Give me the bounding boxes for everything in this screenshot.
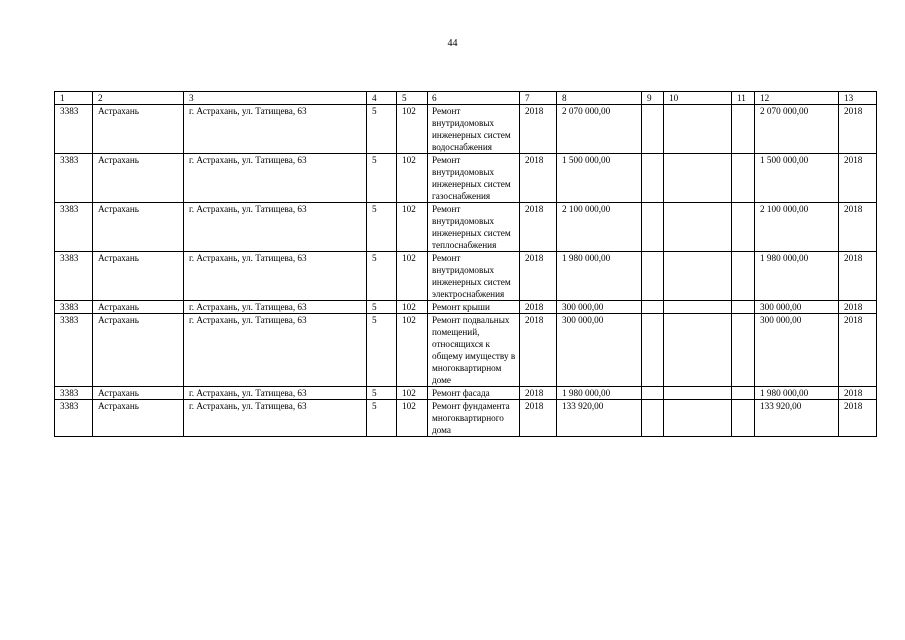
table-cell bbox=[642, 314, 664, 387]
column-number-cell: 12 bbox=[755, 92, 839, 105]
table-cell: 1 980 000,00 bbox=[755, 387, 839, 400]
table-cell bbox=[664, 387, 732, 400]
column-number-cell: 11 bbox=[732, 92, 755, 105]
table-cell: г. Астрахань, ул. Татищева, 63 bbox=[184, 154, 367, 203]
column-number-cell: 10 bbox=[664, 92, 732, 105]
column-number-cell: 9 bbox=[642, 92, 664, 105]
table-cell: Астрахань bbox=[93, 301, 184, 314]
table-cell: 102 bbox=[397, 314, 428, 387]
table-cell: Ремонт внутридомовых инженерных систем теплоснабжения bbox=[428, 203, 520, 252]
table-cell: 5 bbox=[367, 252, 397, 301]
table-cell: 2 070 000,00 bbox=[557, 105, 642, 154]
table-cell bbox=[732, 252, 755, 301]
table-cell: 102 bbox=[397, 105, 428, 154]
table-cell: г. Астрахань, ул. Татищева, 63 bbox=[184, 314, 367, 387]
table-cell: 2018 bbox=[520, 301, 557, 314]
repair-schedule-table bbox=[54, 91, 877, 437]
table-cell: г. Астрахань, ул. Татищева, 63 bbox=[184, 387, 367, 400]
table-cell: 102 bbox=[397, 154, 428, 203]
table-cell: Астрахань bbox=[93, 314, 184, 387]
column-number-cell: 7 bbox=[520, 92, 557, 105]
column-number-cell: 13 bbox=[839, 92, 877, 105]
table-cell: 2018 bbox=[839, 252, 877, 301]
table-cell: 5 bbox=[367, 387, 397, 400]
table-cell: 2018 bbox=[520, 400, 557, 437]
table-cell: 2018 bbox=[520, 314, 557, 387]
table-cell: 3383 bbox=[55, 387, 93, 400]
table-cell: 5 bbox=[367, 314, 397, 387]
table-cell: Астрахань bbox=[93, 154, 184, 203]
table-cell: г. Астрахань, ул. Татищева, 63 bbox=[184, 301, 367, 314]
table-cell bbox=[732, 105, 755, 154]
table-cell: 300 000,00 bbox=[755, 301, 839, 314]
column-number-row bbox=[55, 92, 877, 105]
column-number-cell: 3 bbox=[184, 92, 367, 105]
table-cell: 3383 bbox=[55, 400, 93, 437]
table-cell: Ремонт подвальных помещений, относящихся к общему имуществу в многоквартирном доме bbox=[428, 314, 520, 387]
table-cell: 2 100 000,00 bbox=[755, 203, 839, 252]
table-cell bbox=[642, 105, 664, 154]
table-cell: 5 bbox=[367, 400, 397, 437]
table-cell: Ремонт внутридомовых инженерных систем водоснабжения bbox=[428, 105, 520, 154]
table-body bbox=[55, 92, 877, 437]
table-cell: 5 bbox=[367, 203, 397, 252]
table-cell: 2018 bbox=[839, 154, 877, 203]
table-cell bbox=[732, 387, 755, 400]
table-cell: 300 000,00 bbox=[557, 301, 642, 314]
table-cell: г. Астрахань, ул. Татищева, 63 bbox=[184, 203, 367, 252]
table-cell: 2018 bbox=[839, 105, 877, 154]
table-cell bbox=[732, 301, 755, 314]
table-row bbox=[55, 203, 877, 252]
table-cell bbox=[642, 400, 664, 437]
table-cell: 2018 bbox=[520, 154, 557, 203]
table-cell bbox=[642, 387, 664, 400]
table-cell: 5 bbox=[367, 301, 397, 314]
table-cell: 1 500 000,00 bbox=[557, 154, 642, 203]
table-cell: 1 500 000,00 bbox=[755, 154, 839, 203]
table-cell: Астрахань bbox=[93, 387, 184, 400]
table-cell bbox=[642, 154, 664, 203]
table-cell: Астрахань bbox=[93, 203, 184, 252]
table-cell: 300 000,00 bbox=[755, 314, 839, 387]
column-number-cell: 5 bbox=[397, 92, 428, 105]
table-row bbox=[55, 252, 877, 301]
table-cell: 2018 bbox=[839, 400, 877, 437]
column-number-cell: 4 bbox=[367, 92, 397, 105]
table-cell: 2018 bbox=[839, 387, 877, 400]
table-cell: 1 980 000,00 bbox=[755, 252, 839, 301]
column-number-cell: 8 bbox=[557, 92, 642, 105]
table-cell: 102 bbox=[397, 203, 428, 252]
table-cell: 2018 bbox=[520, 252, 557, 301]
table-cell: 2018 bbox=[839, 301, 877, 314]
table-cell: г. Астрахань, ул. Татищева, 63 bbox=[184, 400, 367, 437]
table-cell bbox=[732, 203, 755, 252]
table-row bbox=[55, 400, 877, 437]
table-cell: 3383 bbox=[55, 203, 93, 252]
table-cell bbox=[642, 301, 664, 314]
table-cell: 3383 bbox=[55, 252, 93, 301]
table-cell: 2018 bbox=[839, 203, 877, 252]
table-cell: 2 100 000,00 bbox=[557, 203, 642, 252]
table-cell: 300 000,00 bbox=[557, 314, 642, 387]
table-cell bbox=[664, 252, 732, 301]
table-cell bbox=[732, 400, 755, 437]
table-cell: Ремонт фундамента многоквартирного дома bbox=[428, 400, 520, 437]
table-row bbox=[55, 154, 877, 203]
table-row bbox=[55, 314, 877, 387]
table-cell: 2018 bbox=[520, 105, 557, 154]
page-number: 44 bbox=[447, 38, 458, 49]
table-cell: г. Астрахань, ул. Татищева, 63 bbox=[184, 105, 367, 154]
table-cell: Ремонт внутридомовых инженерных систем газоснабжения bbox=[428, 154, 520, 203]
table-cell: 3383 bbox=[55, 314, 93, 387]
table-cell: 2018 bbox=[839, 314, 877, 387]
table-cell: Астрахань bbox=[93, 252, 184, 301]
table-cell bbox=[664, 400, 732, 437]
table-cell: 133 920,00 bbox=[755, 400, 839, 437]
table-row bbox=[55, 387, 877, 400]
table-row bbox=[55, 105, 877, 154]
table-cell: 1 980 000,00 bbox=[557, 387, 642, 400]
table-cell: 102 bbox=[397, 301, 428, 314]
table-cell: 5 bbox=[367, 154, 397, 203]
table-cell: 102 bbox=[397, 387, 428, 400]
table-cell: 133 920,00 bbox=[557, 400, 642, 437]
table-cell: Ремонт внутридомовых инженерных систем электроснабжения bbox=[428, 252, 520, 301]
table-cell: 102 bbox=[397, 400, 428, 437]
table-cell bbox=[664, 314, 732, 387]
table-cell bbox=[642, 252, 664, 301]
table-cell: Ремонт фасада bbox=[428, 387, 520, 400]
table-cell bbox=[664, 301, 732, 314]
column-number-cell: 6 bbox=[428, 92, 520, 105]
column-number-cell: 1 bbox=[55, 92, 93, 105]
table-cell bbox=[642, 203, 664, 252]
table-cell bbox=[732, 314, 755, 387]
table-cell: Астрахань bbox=[93, 105, 184, 154]
column-number-cell: 2 bbox=[93, 92, 184, 105]
table-cell bbox=[664, 203, 732, 252]
table-cell bbox=[732, 154, 755, 203]
table-cell: 3383 bbox=[55, 105, 93, 154]
table-cell: 2 070 000,00 bbox=[755, 105, 839, 154]
table-cell bbox=[664, 154, 732, 203]
table-row bbox=[55, 301, 877, 314]
table-cell: 5 bbox=[367, 105, 397, 154]
table-cell: г. Астрахань, ул. Татищева, 63 bbox=[184, 252, 367, 301]
table-cell: Астрахань bbox=[93, 400, 184, 437]
table-cell: 1 980 000,00 bbox=[557, 252, 642, 301]
table-cell: 3383 bbox=[55, 301, 93, 314]
table-cell: 102 bbox=[397, 252, 428, 301]
table-cell bbox=[664, 105, 732, 154]
table-cell: 3383 bbox=[55, 154, 93, 203]
table-cell: Ремонт крыши bbox=[428, 301, 520, 314]
table-cell: 2018 bbox=[520, 387, 557, 400]
table-cell: 2018 bbox=[520, 203, 557, 252]
